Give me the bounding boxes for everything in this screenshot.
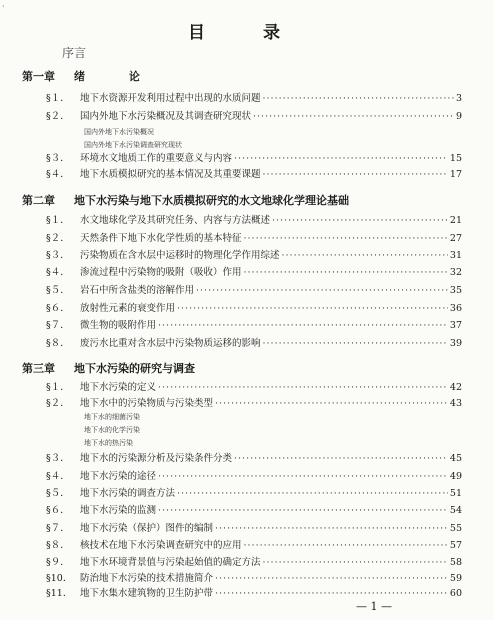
section-number: §３． <box>46 250 70 261</box>
entry-title: 地下水污染的途径 <box>80 471 157 482</box>
entry-title: 岩石中所含盐类的溶解作用 <box>80 285 195 296</box>
section-number: §８． <box>46 338 70 349</box>
section-number: §２． <box>46 111 70 122</box>
toc-entry <box>46 284 462 298</box>
entry-title: 核技术在地下水污染调查研究中的应用 <box>80 540 242 551</box>
page-number: 58 <box>449 557 462 568</box>
leader-dots <box>177 487 448 501</box>
entry-title: 环境水文地质工作的重要意义与内容 <box>80 153 233 164</box>
toc-entry <box>46 266 462 280</box>
toc-entry <box>46 337 462 351</box>
page-number: 9 <box>455 111 462 122</box>
toc-entry <box>46 381 462 395</box>
sub-entry: 地下水的化学污染 <box>84 426 140 434</box>
leader-dots <box>158 319 448 333</box>
section-number: §11． <box>46 588 73 599</box>
entry-title: 地下水污染的定义 <box>80 382 157 393</box>
entry-title: 地下水污染（保护）图件的编制 <box>80 523 214 534</box>
leader-dots <box>215 572 448 586</box>
toc-entry <box>46 452 462 466</box>
leader-dots <box>177 302 448 316</box>
sub-entry: 国内外地下水污染调查研究现状 <box>84 141 182 149</box>
scan-mark: · <box>2 2 5 11</box>
page-number: 45 <box>449 453 462 464</box>
toc-entry <box>46 110 462 124</box>
leader-dots <box>158 381 448 395</box>
leader-dots <box>158 504 448 518</box>
entry-title: 防治地下水污染的技术措施简介 <box>80 573 214 584</box>
toc-entry <box>46 152 462 166</box>
toc-entry <box>46 587 462 601</box>
toc-entry <box>46 232 462 246</box>
page-number: 51 <box>449 488 462 499</box>
section-number: §２． <box>46 233 70 244</box>
sub-entry: 地下水的细菌污染 <box>84 413 140 421</box>
leader-dots <box>196 284 448 298</box>
leader-dots <box>272 214 448 228</box>
entry-title: 微生物的吸附作用 <box>80 320 157 331</box>
section-number: §４． <box>46 471 70 482</box>
page-footer-number: — 1 — <box>356 600 392 613</box>
leader-dots <box>282 249 448 263</box>
toc-entry <box>46 539 462 553</box>
entry-title: 放射性元素的衰变作用 <box>80 303 176 314</box>
entry-title: 地下水资源开发利用过程中出现的水质问题 <box>80 93 261 104</box>
section-number: §10． <box>46 573 73 584</box>
page-number: 15 <box>449 153 462 164</box>
page-number: 36 <box>449 303 462 314</box>
chapter-heading <box>22 192 349 208</box>
entry-title: 国内外地下水污染概况及其调查研究现状 <box>80 111 252 122</box>
page-number: 42 <box>449 382 462 393</box>
leader-dots <box>263 556 448 570</box>
section-number: §３． <box>46 153 70 164</box>
page-number: 31 <box>449 250 462 261</box>
toc-entry <box>46 470 462 484</box>
page-number: 43 <box>449 398 462 409</box>
section-number: §７． <box>46 523 70 534</box>
chapter-heading <box>22 68 160 84</box>
page-number: 54 <box>449 505 462 516</box>
leader-dots <box>215 397 448 411</box>
section-number: §３． <box>46 453 70 464</box>
toc-entry <box>46 522 462 536</box>
page-number: 57 <box>449 540 462 551</box>
toc-entry <box>46 556 462 570</box>
page-number: 27 <box>449 233 462 244</box>
section-number: §９． <box>46 557 70 568</box>
toc-entry <box>46 249 462 263</box>
leader-dots <box>263 337 448 351</box>
toc-entry <box>46 487 462 501</box>
leader-dots <box>263 92 454 106</box>
section-number: §６． <box>46 303 70 314</box>
entry-title: 地下水的污染源分析及污染条件分类 <box>80 453 233 464</box>
entry-title: 地下水质模拟研究的基本情况及其重要课题 <box>80 169 261 180</box>
toc-entry <box>46 92 462 106</box>
chapter-number: 第二章 <box>22 194 55 207</box>
page-number: 35 <box>449 285 462 296</box>
entry-title: 污染物质在含水层中运移时的物理化学作用综述 <box>80 250 280 261</box>
section-number: §７． <box>46 320 70 331</box>
section-number: §８． <box>46 540 70 551</box>
chapter-number: 第一章 <box>22 70 55 83</box>
entry-title: 水文地球化学及其研究任务、内容与方法概述 <box>80 215 271 226</box>
entry-title: 地下水中的污染物质与污染类型 <box>80 398 214 409</box>
page-number: 39 <box>449 338 462 349</box>
sub-entry: 国内外地下水污染概况 <box>84 128 154 136</box>
chapter-title: 绪 论 <box>74 70 160 83</box>
entry-title: 天然条件下地下水化学性质的基本特征 <box>80 233 242 244</box>
chapter-heading <box>22 360 195 376</box>
section-number: §５． <box>46 488 70 499</box>
page-number: 17 <box>449 169 462 180</box>
chapter-title: 地下水污染的研究与调查 <box>74 362 195 375</box>
entry-title: 地下水污染的调查方法 <box>80 488 176 499</box>
page-number: 37 <box>449 320 462 331</box>
page-number: 59 <box>449 573 462 584</box>
chapter-title: 地下水污染与地下水质模拟研究的水文地球化学理论基础 <box>74 194 349 207</box>
page-number: 21 <box>449 215 462 226</box>
toc-entry <box>46 572 462 586</box>
toc-entry <box>46 319 462 333</box>
entry-title: 地下水集水建筑物的卫生防护带 <box>80 588 214 599</box>
sub-entry: 地下水的热污染 <box>84 439 133 447</box>
leader-dots <box>215 522 448 536</box>
chapter-number: 第三章 <box>22 362 55 375</box>
leader-dots <box>253 110 454 124</box>
leader-dots <box>244 539 448 553</box>
leader-dots <box>244 266 448 280</box>
page-title: 目 录 <box>188 23 306 43</box>
toc-entry <box>46 302 462 316</box>
section-number: §２． <box>46 398 70 409</box>
leader-dots <box>215 587 448 601</box>
section-number: §４． <box>46 267 70 278</box>
leader-dots <box>234 452 448 466</box>
entry-title: 地下水环境背景值与污染起始值的确定方法 <box>80 557 261 568</box>
page-number: 32 <box>449 267 462 278</box>
toc-entry <box>46 397 462 411</box>
entry-title: 废污水比重对含水层中污染物质运移的影响 <box>80 338 261 349</box>
leader-dots <box>158 470 448 484</box>
toc-entry <box>46 168 462 182</box>
toc-entry <box>46 214 462 228</box>
section-number: §１． <box>46 215 70 226</box>
section-number: §５． <box>46 285 70 296</box>
entry-title: 渗流过程中污染物的吸附（吸收）作用 <box>80 267 242 278</box>
page-number: 3 <box>455 93 462 104</box>
section-number: §１． <box>46 93 70 104</box>
leader-dots <box>263 168 448 182</box>
page-number: 55 <box>449 523 462 534</box>
section-number: §６． <box>46 505 70 516</box>
page-number: 49 <box>449 471 462 482</box>
entry-title: 地下水污染的监测 <box>80 505 157 516</box>
page-number: 60 <box>449 588 462 599</box>
preface-entry: 序言 <box>62 46 87 60</box>
section-number: §１． <box>46 382 70 393</box>
toc-entry <box>46 504 462 518</box>
leader-dots <box>234 152 448 166</box>
section-number: §４． <box>46 169 70 180</box>
leader-dots <box>244 232 448 246</box>
